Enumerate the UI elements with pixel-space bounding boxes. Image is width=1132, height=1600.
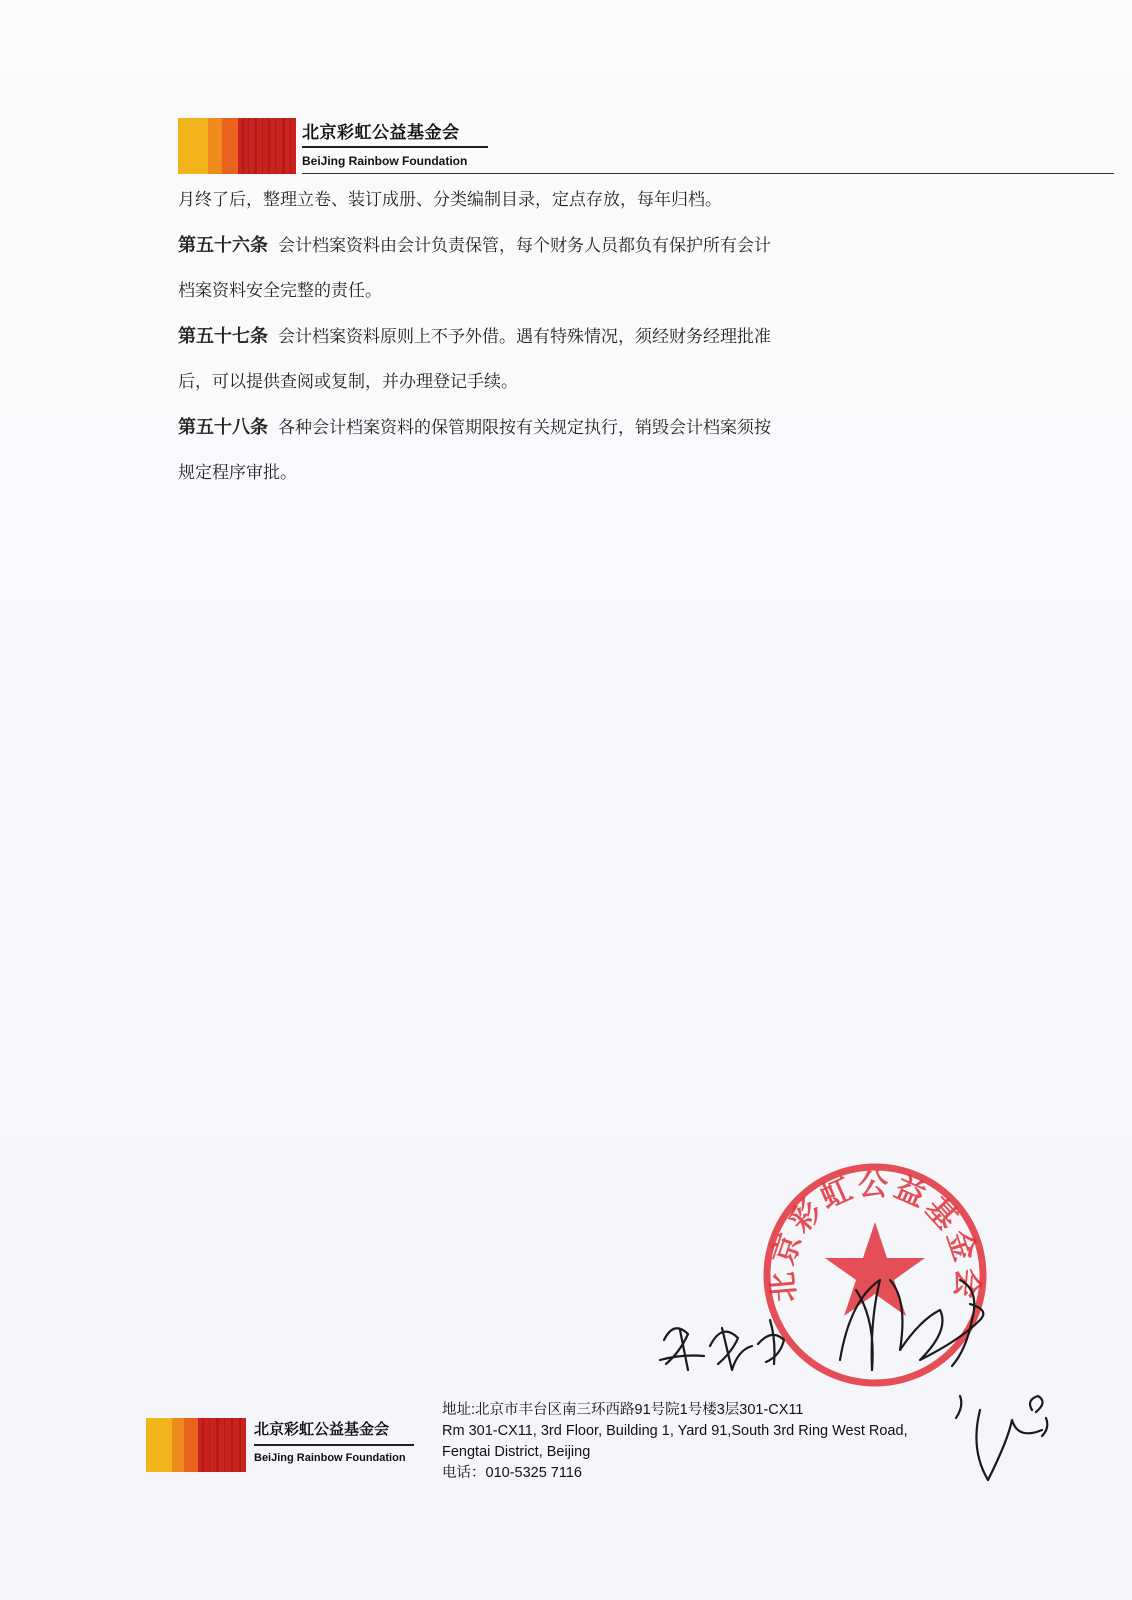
article-text: 会计档案资料由会计负责保管，每个财务人员都负有保护所有会计 xyxy=(278,236,771,256)
article-57-cont: 后，可以提供查阅或复制，并办理登记手续。 xyxy=(178,372,518,392)
article-56 xyxy=(178,223,938,269)
article-57 xyxy=(178,314,938,360)
phone-number: 电话：010-5325 7116 xyxy=(442,1465,582,1481)
article-number: 第五十八条 xyxy=(178,417,268,438)
footer-org-name-cn: 北京彩虹公益基金会 xyxy=(254,1420,390,1438)
article-58-cont: 规定程序审批。 xyxy=(178,463,297,483)
footer-org-name-en: BeiJing Rainbow Foundation xyxy=(254,1452,406,1464)
header-rule xyxy=(302,146,488,148)
footer-foundation-logo xyxy=(146,1418,246,1472)
article-number: 第五十七条 xyxy=(178,326,268,347)
letterhead xyxy=(178,116,938,176)
seal-text: 北京彩虹公益基金会 xyxy=(764,1167,986,1304)
article-text: 会计档案资料原则上不予外借。遇有特殊情况，须经财务经理批准 xyxy=(278,327,771,347)
article-text: 各种会计档案资料的保管期限按有关规定执行，销毁会计档案须按 xyxy=(278,418,771,438)
article-56-cont: 档案资料安全完整的责任。 xyxy=(178,281,382,301)
document-body xyxy=(178,178,938,496)
address-en-line-1: Rm 301-CX11, 3rd Floor, Building 1, Yard 91,South 3rd Ring West Road, xyxy=(442,1423,908,1439)
header-org-name-cn: 北京彩虹公益基金会 xyxy=(302,123,460,143)
address-cn: 地址:北京市丰台区南三环西路91号院1号楼3层301-CX11 xyxy=(442,1402,804,1418)
footer-rule xyxy=(254,1444,414,1446)
address-en-line-2: Fengtai District, Beijing xyxy=(442,1444,591,1460)
foundation-logo xyxy=(178,118,296,174)
article-number: 第五十六条 xyxy=(178,235,268,256)
article-58 xyxy=(178,405,938,451)
footer-address-block xyxy=(442,1400,1002,1484)
intro-line: 月终了后，整理立卷、装订成册、分类编制目录，定点存放，每年归档。 xyxy=(178,190,722,210)
header-org-name-en: BeiJing Rainbow Foundation xyxy=(302,154,468,168)
letterhead-footer xyxy=(146,1400,986,1490)
header-divider xyxy=(302,173,1114,174)
